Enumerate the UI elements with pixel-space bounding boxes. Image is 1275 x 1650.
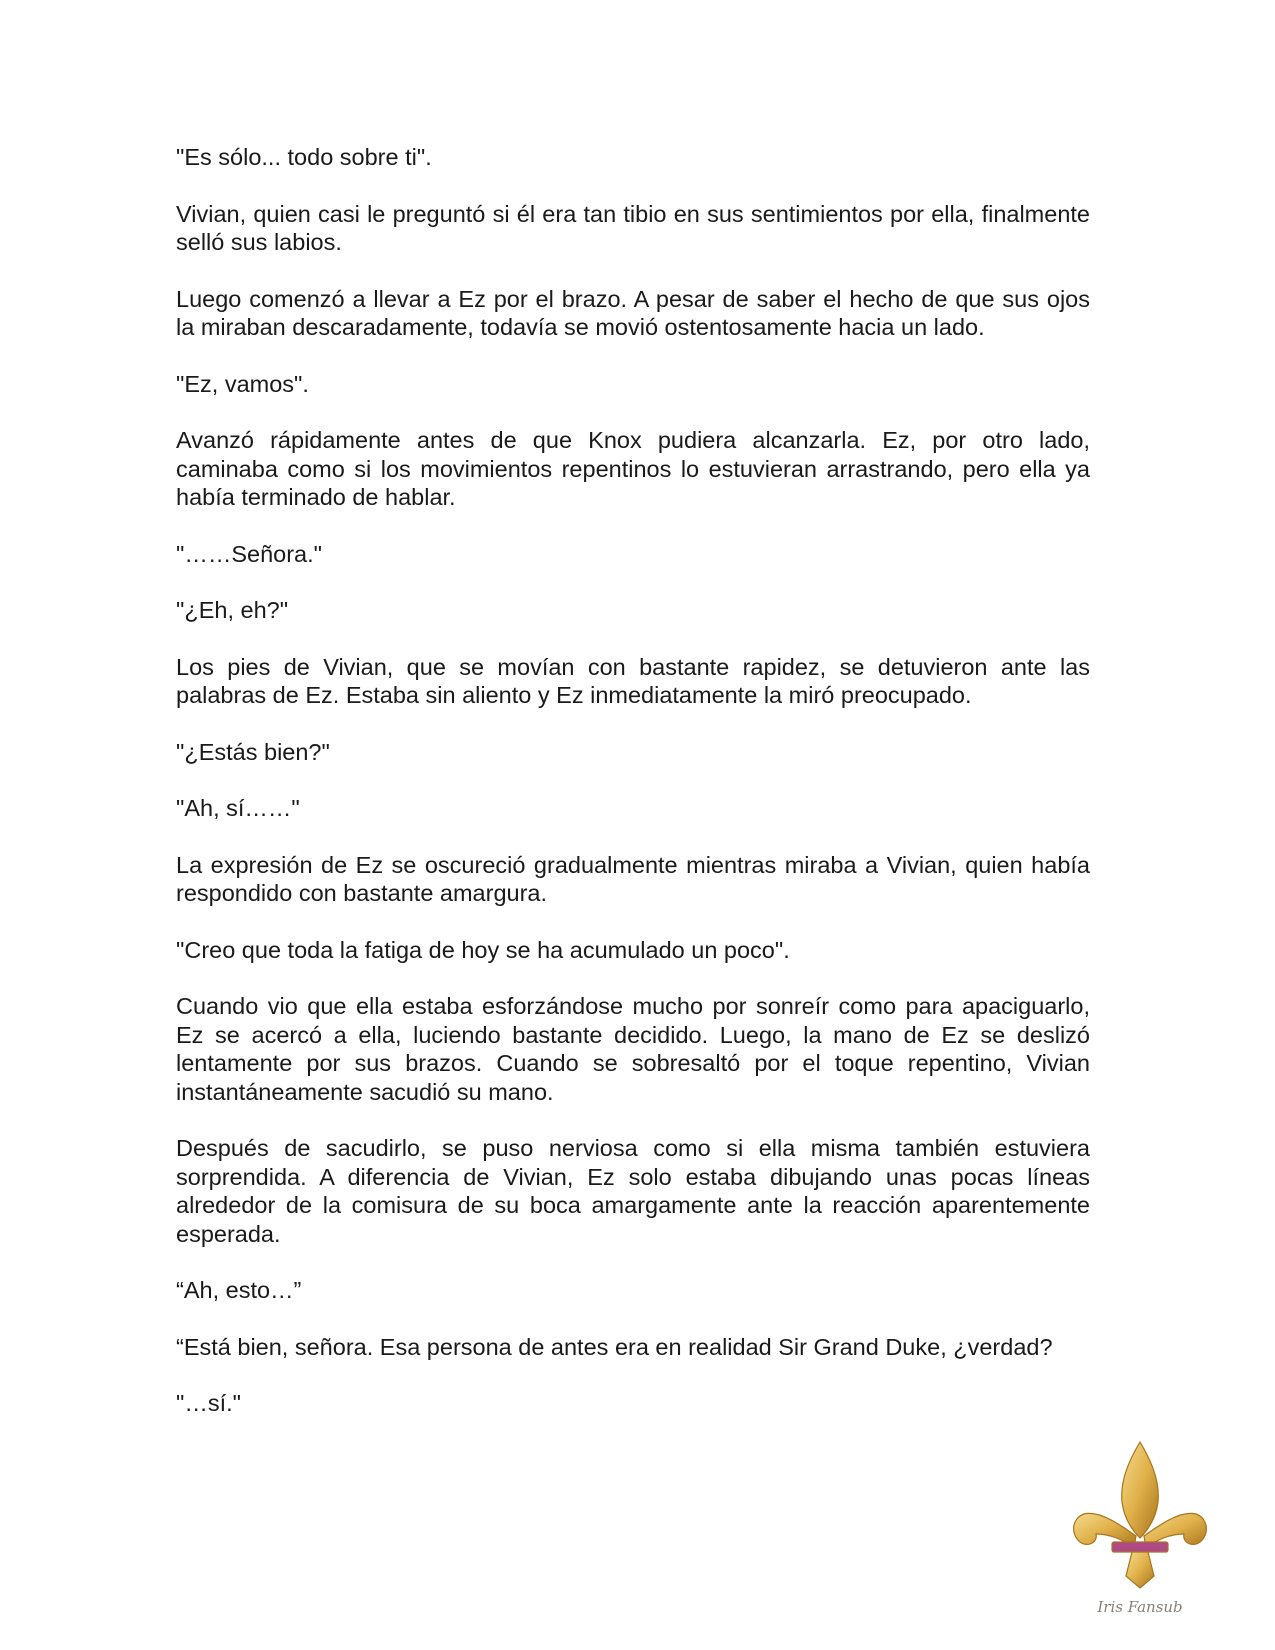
paragraph: "…sí." <box>176 1390 241 1416</box>
paragraph: “Ah, esto…” <box>176 1277 302 1303</box>
paragraph: Vivian, quien casi le preguntó si él era tan tibio en sus sentimientos por ella, finalmente selló sus labios. <box>176 200 1090 255</box>
paragraph: "……Señora." <box>176 540 322 567</box>
watermark-logo <box>1070 1438 1210 1618</box>
fleur-de-lis-icon <box>1070 1438 1210 1618</box>
paragraph: Avanzó rápidamente antes de que Knox pudiera alcanzarla. Ez, por otro lado, caminaba como si los movimientos repentinos lo estuvieran arrastrando, pero ella ya había terminado de hablar. <box>176 427 1090 510</box>
paragraph: Luego comenzó a llevar a Ez por el brazo. A pesar de saber el hecho de que sus ojos la miraban descaradamente, todavía se movió ostentosamente hacia un lado. <box>176 285 1090 340</box>
paragraph: Los pies de Vivian, que se movían con bastante rapidez, se detuvieron ante las palabras de Ez. Estaba sin aliento y Ez inmediatamente la miró preocupado. <box>176 653 1090 708</box>
paragraph: "Creo que toda la fatiga de hoy se ha acumulado un poco". <box>176 936 790 963</box>
paragraph: La expresión de Ez se oscureció gradualmente mientras miraba a Vivian, quien había respondido con bastante amargura. <box>176 851 1090 906</box>
logo-text: Iris Fansub <box>1097 1598 1183 1616</box>
paragraph: “Está bien, señora. Esa persona de antes era en realidad Sir Grand Duke, ¿verdad? <box>176 1333 1053 1360</box>
paragraph: "Ah, sí……" <box>176 795 300 821</box>
paragraph: Después de sacudirlo, se puso nerviosa como si ella misma también estuviera sorprendida. A diferencia de Vivian, Ez solo estaba dibujando unas pocas líneas alrededor de la comisura de su boca amargamente ante la reacción aparentemente esperada. <box>176 1135 1090 1247</box>
paragraph: Cuando vio que ella estaba esforzándose mucho por sonreír como para apaciguarlo, Ez se acercó a ella, luciendo bastante decidido. Luego, la mano de Ez se deslizó lentamente por sus brazos. Cuando se sobresaltó por el toque repentino, Vivian instantáneamente sacudió su mano. <box>176 993 1090 1105</box>
paragraph: "¿Eh, eh?" <box>176 597 289 623</box>
paragraph: "Es sólo... todo sobre ti". <box>176 144 432 170</box>
paragraph: "Ez, vamos". <box>176 370 309 397</box>
paragraph: "¿Estás bien?" <box>176 738 330 765</box>
text-body <box>176 143 1090 1446</box>
